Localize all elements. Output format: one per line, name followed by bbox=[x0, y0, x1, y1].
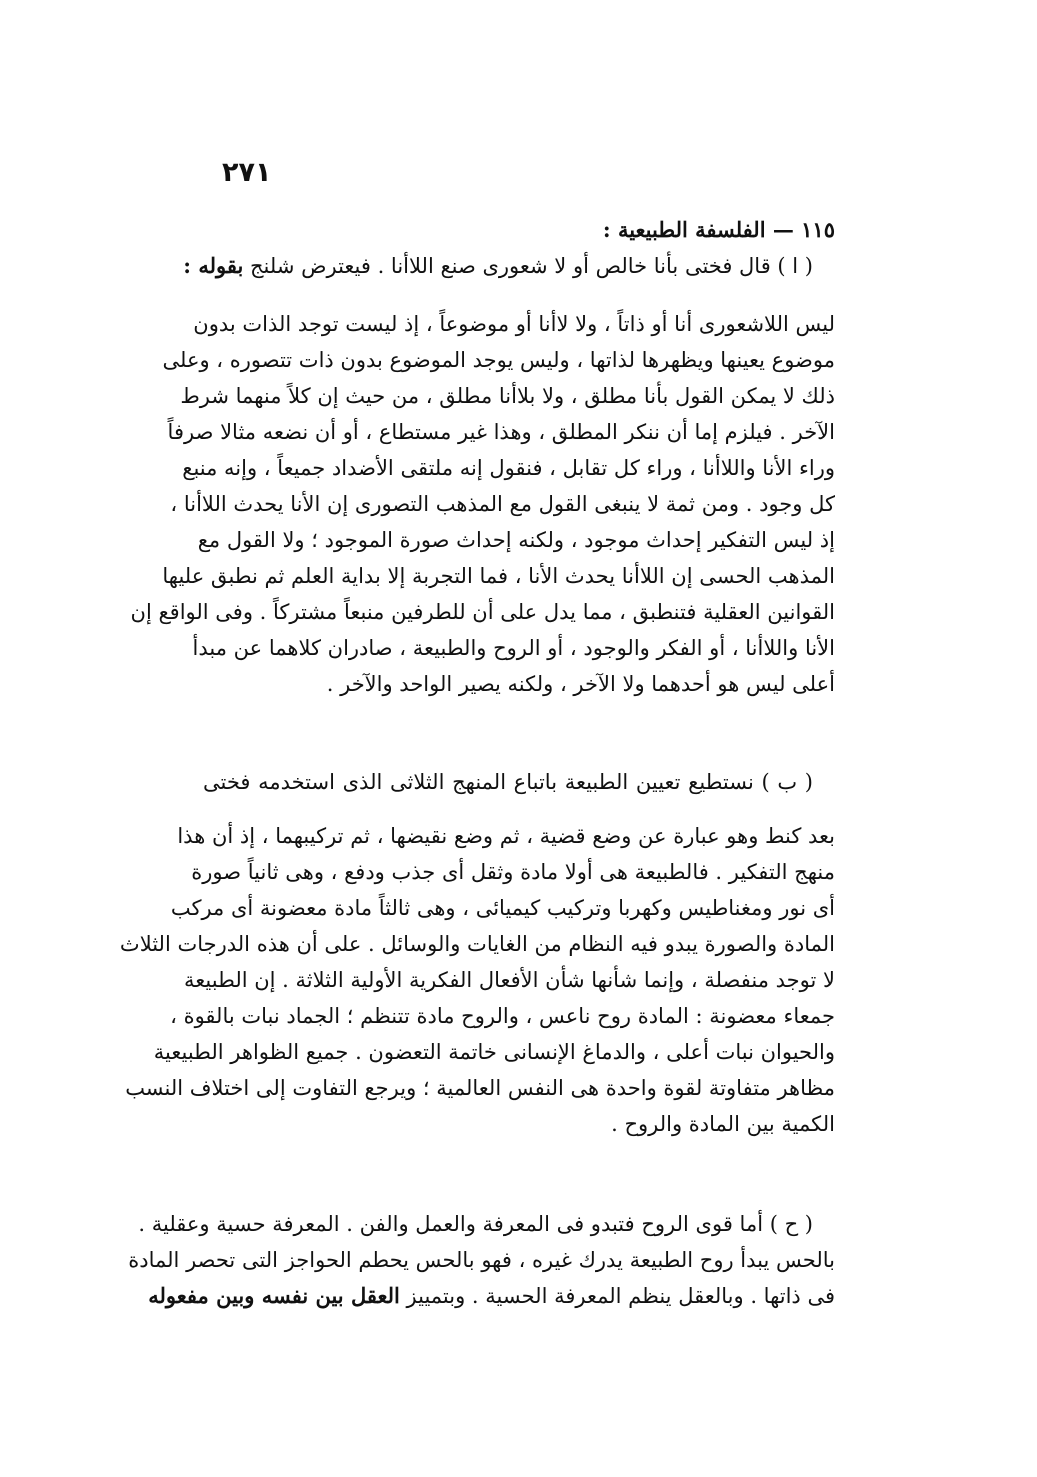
paragraph-b-line: الكمية بين المادة والروح . bbox=[611, 1112, 835, 1136]
paragraph-b-body bbox=[119, 818, 835, 1142]
quote-line: ليس اللاشعورى أنا أو ذاتاً ، ولا لاأنا أو موضوعاً ، إذ ليست توجد الذات بدون bbox=[193, 312, 835, 336]
paragraph-b-line: بعد كنط وهو عبارة عن وضع قضية ، ثم وضع نقيضها ، ثم تركيبهما ، إذ أن هذا bbox=[177, 824, 835, 848]
paragraph-c-line: بالحس يبدأ روح الطبيعة يدرك غيره ، فهو بالحس يحطم الحواجز التى تحصر المادة bbox=[128, 1248, 835, 1272]
paragraph-c bbox=[128, 1206, 835, 1314]
paragraph-a-intro bbox=[183, 248, 835, 284]
paragraph-b-line: جمعاء معضونة : المادة روح ناعس ، والروح مادة تتنظم ؛ الجماد نبات بالقوة ، bbox=[170, 1004, 835, 1028]
paragraph-c-last-line bbox=[148, 1278, 835, 1314]
intro-bold-text: بقوله : bbox=[183, 253, 244, 278]
last-line-lead-text: فى ذاتها . وبالعقل ينظم المعرفة الحسية . وبتمييز bbox=[399, 1284, 835, 1308]
paragraph-c-line: ( ح ) أما قوى الروح فتبدو فى المعرفة والعمل والفن . المعرفة حسية وعقلية . bbox=[138, 1212, 813, 1236]
quote-line: الآخر . فيلزم إما أن ننكر المطلق ، وهذا غير مستطاع ، أو أن نضعه مثالا صرفاً bbox=[167, 420, 835, 444]
quote-line: المذهب الحسى إن اللاأنا يحدث الأنا ، فما التجربة إلا بداية العلم ثم نطبق عليها bbox=[162, 564, 835, 588]
quote-line: وراء الأنا واللاأنا ، وراء كل تقابل ، فنقول إنه ملتقى الأضداد جميعاً ، وإنه منبع bbox=[182, 456, 835, 480]
paragraph-b-line: والحيوان نبات أعلى ، والدماغ الإنسانى خاتمة التعضون . جميع الظواهر الطبيعية bbox=[153, 1040, 835, 1064]
paragraph-b-line: أى نور ومغناطيس وكهربا وتركيب كيميائى ، وهى ثالثاً مادة معضونة أى مركب bbox=[170, 896, 835, 920]
intro-lead-text: ( ا ) قال فختى بأنا خالص أو لا شعورى صنع اللاأنا . فيعترض شلنج bbox=[243, 254, 813, 278]
quote-line: أعلى ليس هو أحدهما ولا الآخر ، ولكنه يصير الواحد والآخر . bbox=[326, 672, 835, 696]
paragraph-a bbox=[183, 248, 835, 284]
page-number: ٢٧١ bbox=[222, 157, 272, 188]
quote-line: إذ ليس التفكير إحداث موجود ، ولكنه إحداث صورة الموجود ؛ ولا القول مع bbox=[197, 528, 835, 552]
paragraph-b-line: المادة والصورة يبدو فيه النظام من الغايات والوسائل . على أن هذه الدرجات الثلاث bbox=[119, 932, 835, 956]
quote-line: ذلك لا يمكن القول بأنا مطلق ، ولا بلاأنا مطلق ، من حيث إن كلاً منهما شرط bbox=[180, 384, 835, 408]
paragraph-b-line: منهج التفكير . فالطبيعة هى أولا مادة وثقل أى جذب ودفع ، وهى ثانياً صورة bbox=[191, 860, 835, 884]
paragraph-b-line: ( ب ) نستطيع تعيين الطبيعة باتباع المنهج الثلاثى الذى استخدمه فختى bbox=[203, 770, 813, 794]
section-heading: ١١٥ — الفلسفة الطبيعية : bbox=[602, 217, 835, 242]
quote-line: القوانين العقلية فتنطبق ، مما يدل على أن للطرفين منبعاً مشتركاً . وفى الواقع إن bbox=[130, 600, 835, 624]
quote-line: موضوع يعينها ويظهرها لذاتها ، وليس يوجد الموضوع بدون ذات تتصوره ، وعلى bbox=[162, 348, 835, 372]
quotation-block bbox=[130, 306, 835, 702]
quote-line: الأنا واللاأنا ، أو الفكر والوجود ، أو الروح والطبيعة ، صادران كلاهما عن مبدأ bbox=[192, 636, 835, 660]
quote-line: كل وجود . ومن ثمة لا ينبغى القول مع المذهب التصورى إن الأنا يحدث اللاأنا ، bbox=[170, 492, 835, 516]
paragraph-b-line: لا توجد منفصلة ، وإنما شأنها شأن الأفعال الفكرية الأولية الثلاثة . إن الطبيعة bbox=[184, 968, 835, 992]
paragraph-b bbox=[203, 764, 835, 800]
paragraph-b-line: مظاهر متفاوتة لقوة واحدة هى النفس العالمية ؛ ويرجع التفاوت إلى اختلاف النسب bbox=[125, 1076, 835, 1100]
last-line-bold-text: العقل بين نفسه وبين مفعوله bbox=[148, 1283, 400, 1308]
